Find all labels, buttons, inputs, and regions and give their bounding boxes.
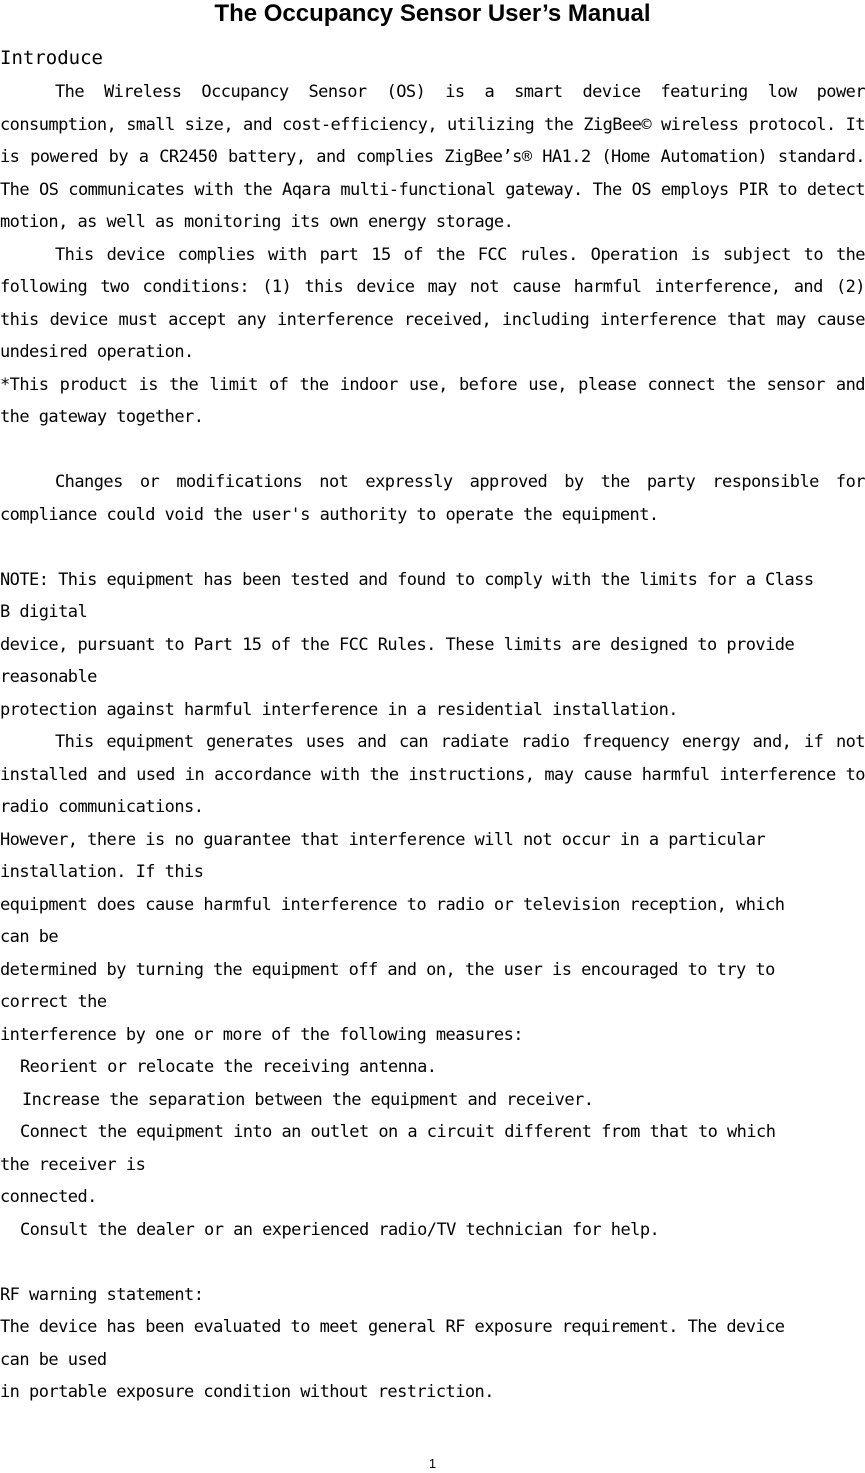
rf-line: can be used — [0, 1349, 107, 1370]
emission-paragraph: This equipment generates uses and can radiate radio frequency energy and, if not installed and used in accordance with the instructions, may cause harmful interference to radio communications. — [0, 732, 865, 817]
note-line: However, there is no guarantee that interference will not occur in a particular — [0, 829, 766, 850]
fcc-compliance-paragraph: This device complies with part 15 of the FCC rules. Operation is subject to the following two conditions: (1) this device may not cause harmful interference, and (2) this device must accept any interference received, including interference that may cause undesired operation. — [0, 244, 865, 362]
section-heading: Introduce — [0, 47, 103, 69]
note-line: reasonable — [0, 667, 97, 687]
note-line: protection against harmful interference in a residential installation. — [0, 699, 678, 720]
measure-item: Reorient or relocate the receiving antenna. — [20, 1057, 437, 1077]
rf-line: The device has been evaluated to meet general RF exposure requirement. The device — [0, 1317, 785, 1337]
note-line: can be — [0, 927, 59, 947]
note-line: correct the — [0, 992, 107, 1012]
measure-item-continued: the receiver is — [0, 1154, 146, 1175]
note-line: interference by one or more of the following measures: — [0, 1024, 523, 1045]
note-line: installation. If this — [0, 862, 204, 882]
note-line: NOTE: This equipment has been tested and found to comply with the limits for a Class — [0, 569, 814, 590]
note-line: B digital — [0, 602, 88, 622]
rf-heading: RF warning statement: — [0, 1284, 204, 1305]
document-title: The Occupancy Sensor User’s Manual — [214, 0, 651, 27]
changes-paragraph: Changes or modifications not expressly approved by the party responsible for compliance could void the user's authority to operate the equipment. — [0, 472, 865, 525]
measure-item: Consult the dealer or an experienced radio/TV technician for help. — [20, 1219, 660, 1240]
page-number: 1 — [428, 1456, 437, 1471]
spacer — [0, 531, 865, 564]
measure-item-continued: connected. — [0, 1187, 97, 1207]
spacer — [0, 1246, 865, 1279]
measure-item: Connect the equipment into an outlet on a circuit different from that to which — [20, 1122, 776, 1142]
rf-line: in portable exposure condition without restriction. — [0, 1382, 494, 1402]
document-body — [0, 76, 865, 1409]
spacer — [0, 434, 865, 467]
note-line: equipment does cause harmful interference to radio or television reception, which — [0, 894, 785, 915]
intro-paragraph: The Wireless Occupancy Sensor (OS) is a smart device featuring low power consumption, small size, and cost-efficiency, utilizing the ZigBee© wireless protocol. It is powered by a CR2450 battery, and complies ZigBee’s® HA1.2 (Home Automation) standard. The OS communicates with the Aqara multi-functional gateway. The OS employs PIR to detect motion, as well as monitoring its own energy storage. — [0, 82, 865, 232]
measure-item: Increase the separation between the equipment and receiver. — [22, 1089, 594, 1110]
note-line: determined by turning the equipment off and on, the user is encouraged to try to — [0, 959, 775, 980]
note-line: device, pursuant to Part 15 of the FCC Rules. These limits are designed to provide — [0, 634, 795, 655]
indoor-use-paragraph: *This product is the limit of the indoor use, before use, please connect the sensor and the gateway together. — [0, 374, 865, 427]
